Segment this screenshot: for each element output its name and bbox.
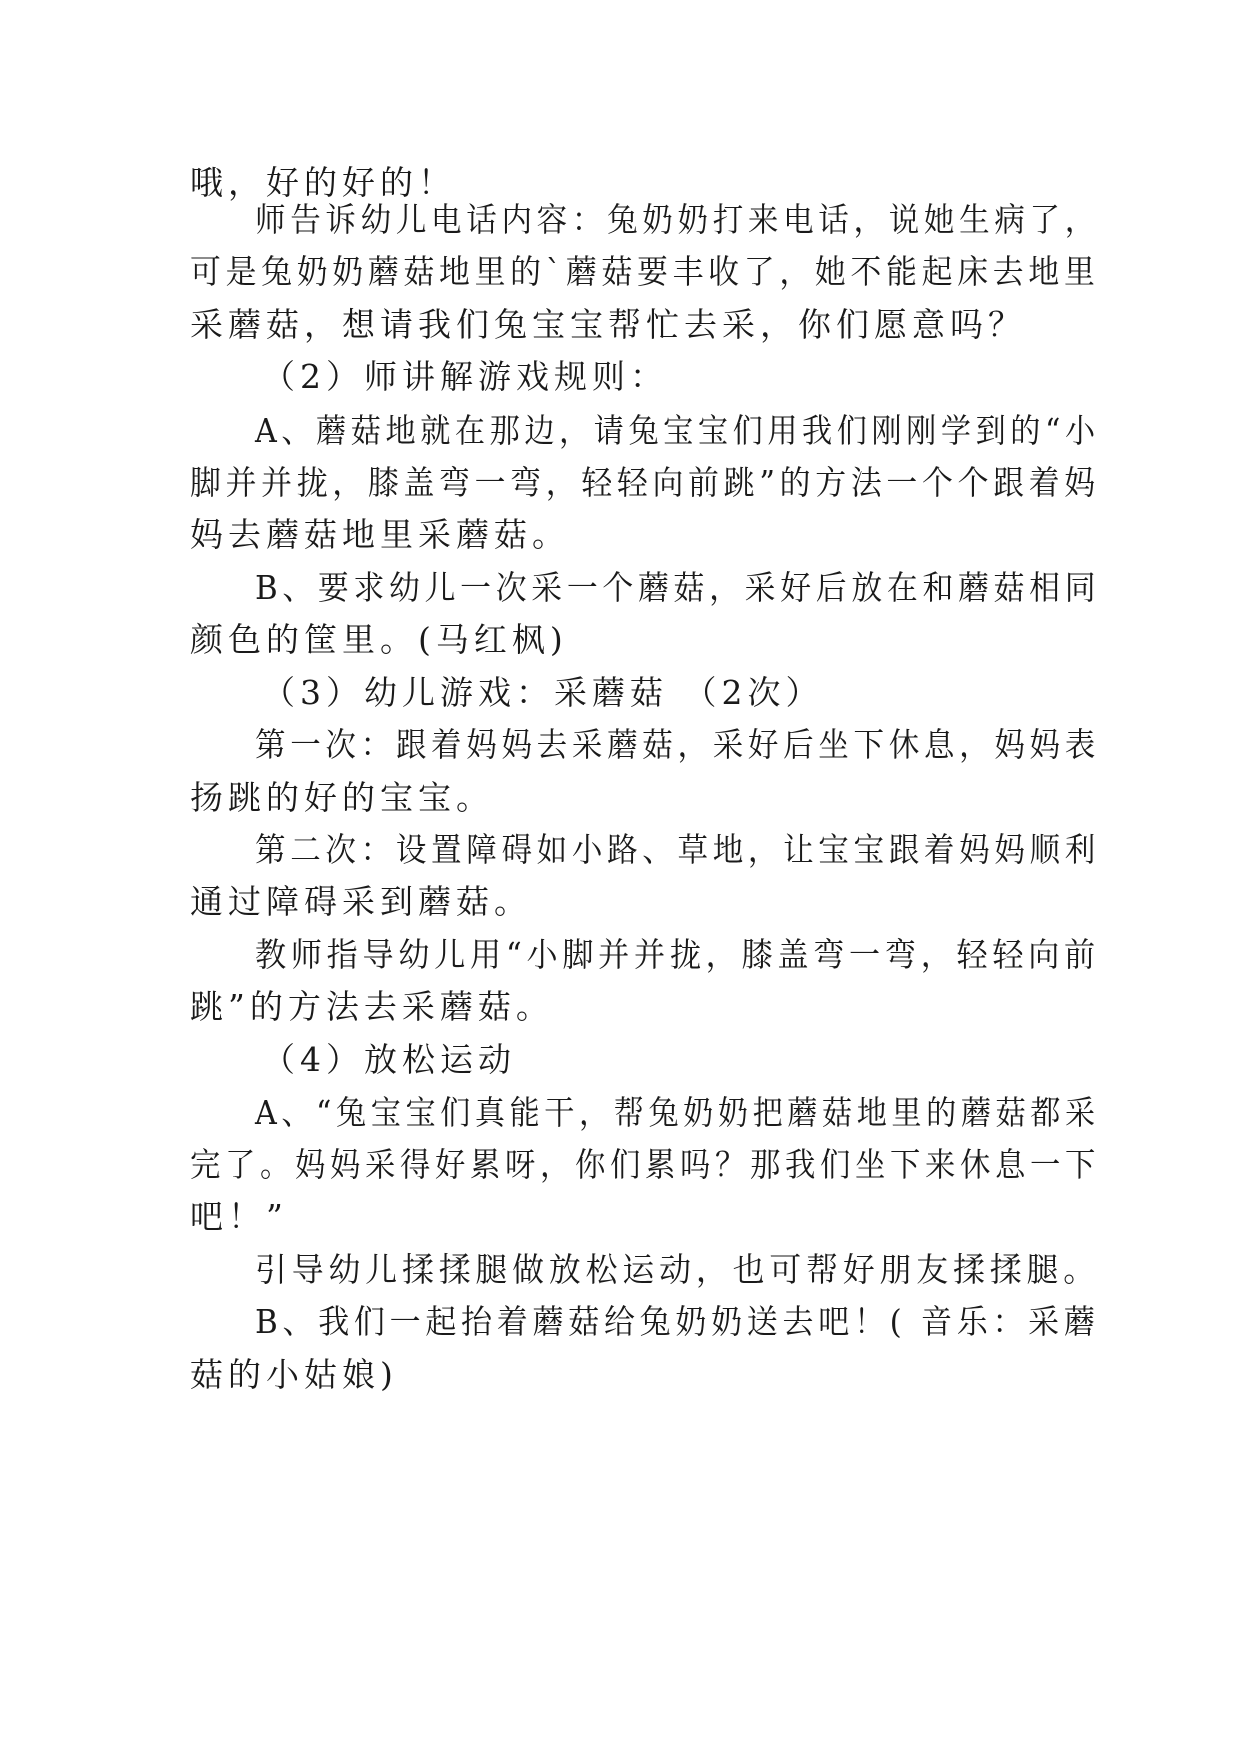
text-line-7: 脚并并拢，膝盖弯一弯，轻轻向前跳”的方法一个个跟着妈 [190, 463, 1100, 502]
text-line-19: A、“兔宝宝们真能干，帮兔奶奶把蘑菇地里的蘑菇都采 [255, 1093, 1100, 1132]
text-line-14: 第二次：设置障碍如小路、草地，让宝宝跟着妈妈顺利 [255, 830, 1100, 869]
text-line-22: 引导幼儿揉揉腿做放松运动，也可帮好朋友揉揉腿。 [255, 1250, 1100, 1289]
text-line-24: 菇的小姑娘) [190, 1355, 398, 1394]
text-line-16: 教师指导幼儿用“小脚并并拢，膝盖弯一弯，轻轻向前 [255, 935, 1100, 974]
text-line-21: 吧！” [190, 1197, 288, 1236]
text-line-20: 完了。妈妈采得好累呀，你们累吗？那我们坐下来休息一下 [190, 1145, 1101, 1184]
text-line-9: B、要求幼儿一次采一个蘑菇，采好后放在和蘑菇相同 [255, 568, 1101, 607]
text-line-10: 颜色的筐里。(马红枫) [190, 620, 568, 659]
text-line-23: B、我们一起抬着蘑菇给兔奶奶送去吧！( 音乐：采蘑 [255, 1302, 1100, 1341]
text-line-12: 第一次：跟着妈妈去采蘑菇，采好后坐下休息，妈妈表 [255, 725, 1100, 764]
text-line-1: 哦，好的好的！ [190, 163, 456, 202]
text-line-6: A、蘑菇地就在那边，请兔宝宝们用我们刚刚学到的“小 [255, 411, 1100, 450]
text-line-17: 跳”的方法去采蘑菇。 [190, 987, 554, 1026]
text-line-18: （4）放松运动 [262, 1040, 516, 1079]
text-line-2: 师告诉幼儿电话内容：兔奶奶打来电话，说她生病了， [255, 200, 1100, 239]
text-line-4: 采蘑菇，想请我们兔宝宝帮忙去采，你们愿意吗？ [190, 305, 1026, 344]
text-line-8: 妈去蘑菇地里采蘑菇。 [190, 515, 570, 554]
text-line-3: 可是兔奶奶蘑菇地里的`蘑菇要丰收了，她不能起床去地里 [190, 252, 1100, 291]
text-line-11: （3）幼儿游戏：采蘑菇 （2次） [262, 673, 824, 712]
text-line-13: 扬跳的好的宝宝。 [190, 778, 494, 817]
text-line-5: （2）师讲解游戏规则： [262, 357, 668, 396]
text-line-15: 通过障碍采到蘑菇。 [190, 882, 532, 921]
